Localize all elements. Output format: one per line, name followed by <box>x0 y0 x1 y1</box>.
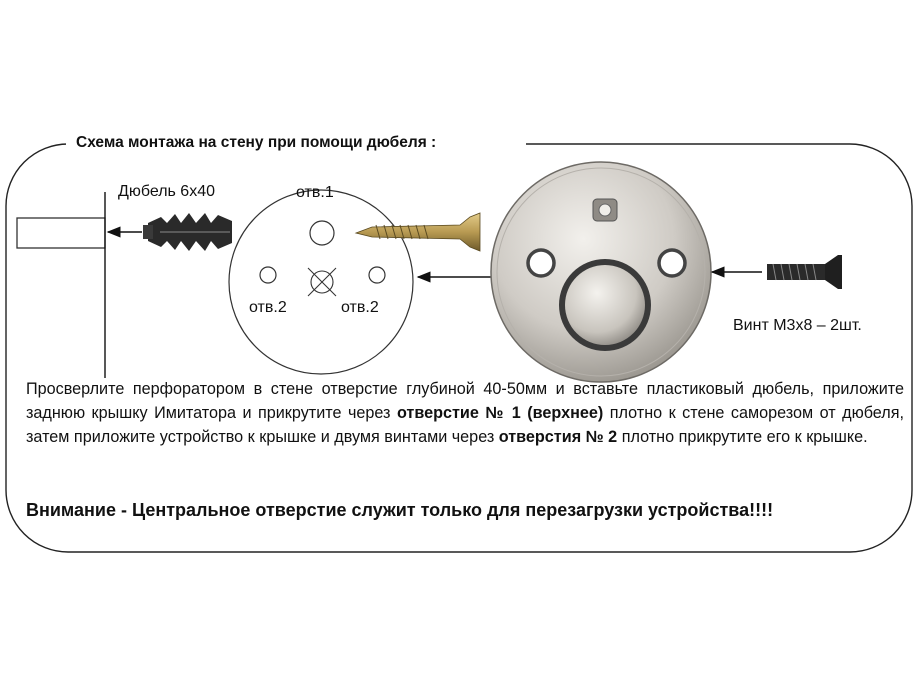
instructions-text <box>26 377 904 449</box>
hole-1-label: отв.1 <box>296 184 334 201</box>
wall <box>17 192 105 378</box>
diagram-title: Схема монтажа на стену при помощи дюбеля : <box>66 134 526 156</box>
machine-screw-icon <box>767 255 842 289</box>
dowel-icon <box>143 213 232 251</box>
diagram-frame <box>6 144 912 552</box>
device-hole-right <box>659 250 685 276</box>
back-cover <box>229 190 413 374</box>
hole-2-right-label: отв.2 <box>341 299 379 316</box>
instructions-hole-1: отверстие № 1 (верхнее) <box>396 404 604 422</box>
instructions-part-2: плотно к стене саморезом от дюбеля, затем приложите устройство к крышке и двумя винтами через <box>26 404 904 446</box>
warning-text: Внимание - Центральное отверстие служит только для перезагрузки устройства!!!! <box>26 500 774 520</box>
instructions-part-3: плотно прикрутите его к крышке. <box>621 428 868 446</box>
hole-2-left <box>260 267 276 283</box>
instructions-holes-2: отверстия № 2 <box>498 428 618 446</box>
screw-label: Винт М3х8 – 2шт. <box>733 317 862 334</box>
hole-1 <box>310 221 334 245</box>
dowel-label: Дюбель 6х40 <box>118 183 215 200</box>
instructions-part-1: Просверлите перфоратором в стене отверстие глубиной 40-50мм и вставьте пластиковый дюбель, приложите заднюю крышку Имитатора и прикрутите через <box>26 380 904 422</box>
hole-2-left-label: отв.2 <box>249 299 287 316</box>
device-hole-left <box>528 250 554 276</box>
hole-2-right <box>369 267 385 283</box>
led-indicator <box>593 199 617 221</box>
device <box>491 162 711 382</box>
